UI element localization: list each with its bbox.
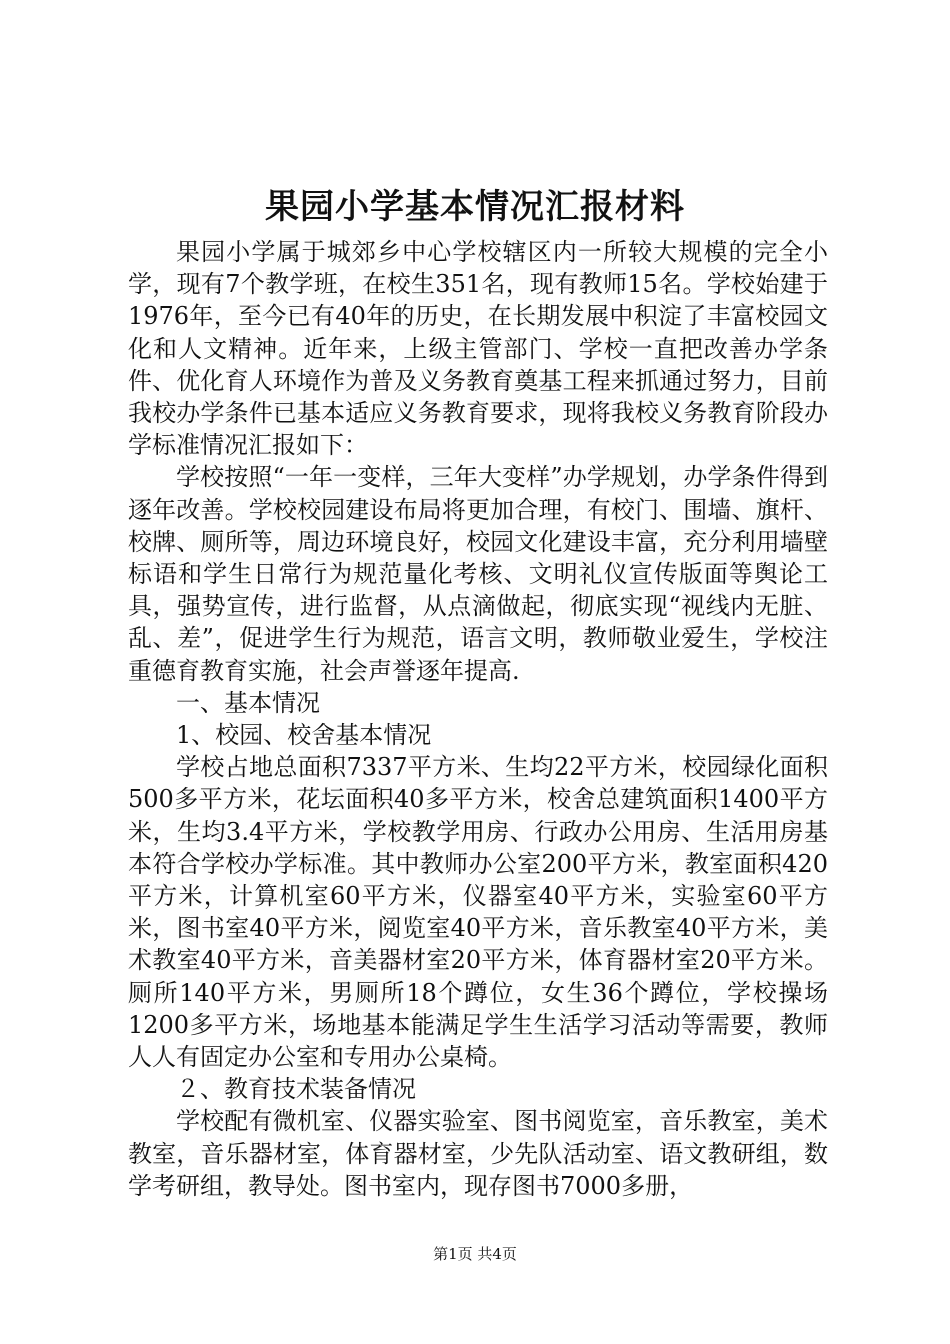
page-number-footer: 第1页 共4页 <box>433 1245 517 1263</box>
document-body <box>128 236 828 1202</box>
subsection-heading-equipment: ２、教育技术装备情况 <box>176 1075 416 1104</box>
document-title: 果园小学基本情况汇报材料 <box>265 187 685 227</box>
paragraph-intro: 果园小学属于城郊乡中心学校辖区内一所较大规模的完全小学，现有7个教学班，在校生351名，现有教师15名。学校始建于1976年，至今已有40年的历史，在长期发展中积淀了丰富校园文化和人文精神。近年来，上级主管部门、学校一直把改善办学条件、优化育人环境作为普及义务教育奠基工程来抓通过努力，目前我校办学条件已基本适应义务教育要求，现将我校义务教育阶段办学标准情况汇报如下： <box>128 238 828 460</box>
paragraph-equipment: 学校配有微机室、仪器实验室、图书阅览室，音乐教室，美术教室，音乐器材室，体育器材室，少先队活动室、语文教研组，数学考研组，教导处。图书室内，现存图书7000多册， <box>128 1107 828 1200</box>
paragraph-campus-area: 学校占地总面积7337平方米、生均22平方米，校园绿化面积500多平方米，花坛面积40多平方米，校舍总建筑面积1400平方米，生均3.4平方米，学校教学用房、行政办公用房、生活用房基本符合学校办学标准。其中教师办公室200平方米，教室面积420平方米，计算机室60平方米，仪器室40平方米，实验室60平方米，图书室40平方米，阅览室40平方米，音乐教室40平方米，美术教室40平方米，音美器材室20平方米，体育器材室20平方米。厕所140平方米，男厕所18个蹲位，女生36个蹲位，学校操场1200多平方米，场地基本能满足学生生活学习活动等需要，教师人人有固定办公室和专用办公桌椅。 <box>128 753 828 1072</box>
section-heading-basic: 一、基本情况 <box>176 688 320 717</box>
subsection-heading-campus: 1、校园、校舍基本情况 <box>176 721 432 750</box>
paragraph-campus-plan: 学校按照“一年一变样，三年大变样”办学规划，办学条件得到逐年改善。学校校园建设布局将更加合理，有校门、围墙、旗杆、校牌、厕所等，周边环境良好，校园文化建设丰富，充分利用墙壁标语和学生日常行为规范量化考核、文明礼仪宣传版面等舆论工具，强势宣传，进行监督，从点滴做起，彻底实现“视线内无脏、乱、差”，促进学生行为规范，语言文明，教师敬业爱生，学校注重德育教育实施，社会声誉逐年提高. <box>128 463 828 685</box>
